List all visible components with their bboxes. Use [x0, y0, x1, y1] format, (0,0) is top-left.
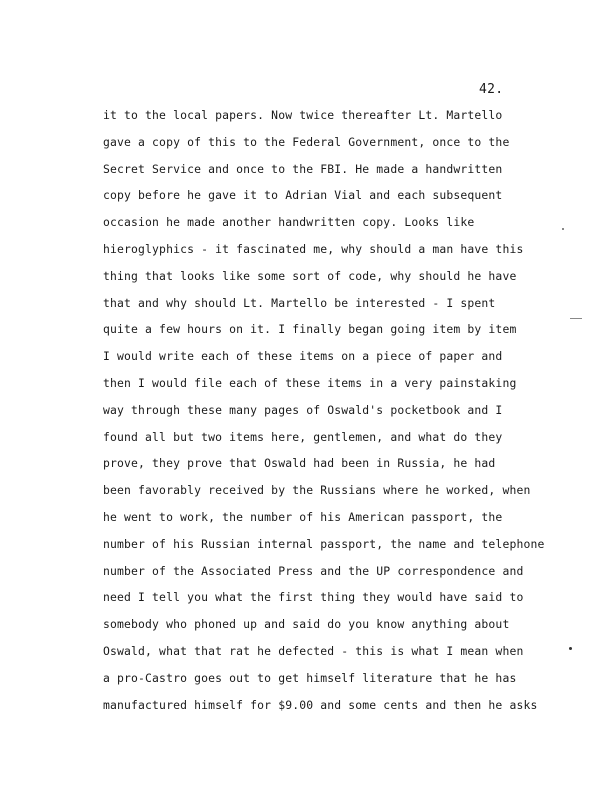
transcript-body: [103, 102, 573, 718]
text-line: manufactured himself for $9.00 and some cents and then he asks: [103, 697, 538, 712]
margin-dash-mark: [570, 318, 582, 319]
text-line: number of his Russian internal passport, the name and telephone: [103, 536, 545, 551]
text-line: that and why should Lt. Martello be interested - I spent: [103, 295, 496, 310]
text-line: way through these many pages of Oswald's pocketbook and I: [103, 402, 503, 417]
text-line: occasion he made another handwritten copy. Looks like: [103, 215, 475, 230]
text-line: hieroglyphics - it fascinated me, why should a man have this: [103, 241, 524, 256]
text-line: found all but two items here, gentlemen, and what do they: [103, 429, 503, 444]
text-line: copy before he gave it to Adrian Vial and each subsequent: [103, 188, 503, 203]
text-line: Secret Service and once to the FBI. He made a handwritten: [103, 161, 503, 176]
text-line: I would write each of these items on a piece of paper and: [103, 349, 503, 364]
text-line: been favorably received by the Russians where he worked, when: [103, 483, 531, 498]
text-line: a pro-Castro goes out to get himself literature that he has: [103, 670, 517, 685]
text-line: he went to work, the number of his American passport, the: [103, 509, 503, 524]
text-line: gave a copy of this to the Federal Government, once to the: [103, 134, 510, 149]
text-line: need I tell you what the first thing they would have said to: [103, 590, 524, 605]
text-line: Oswald, what that rat he defected - this is what I mean when: [103, 643, 524, 658]
text-line: prove, they prove that Oswald had been in Russia, he had: [103, 456, 496, 471]
margin-dot-mark: [562, 228, 564, 230]
page-number: 42.: [479, 82, 504, 97]
text-line: then I would file each of these items in a very painstaking: [103, 375, 517, 390]
text-line: thing that looks like some sort of code, why should he have: [103, 268, 517, 283]
text-line: quite a few hours on it. I finally began going item by item: [103, 322, 517, 337]
text-line: number of the Associated Press and the UP correspondence and: [103, 563, 524, 578]
text-line: it to the local papers. Now twice thereafter Lt. Martello: [103, 108, 503, 122]
text-line: somebody who phoned up and said do you know anything about: [103, 617, 510, 632]
margin-dot-mark: [569, 647, 572, 650]
